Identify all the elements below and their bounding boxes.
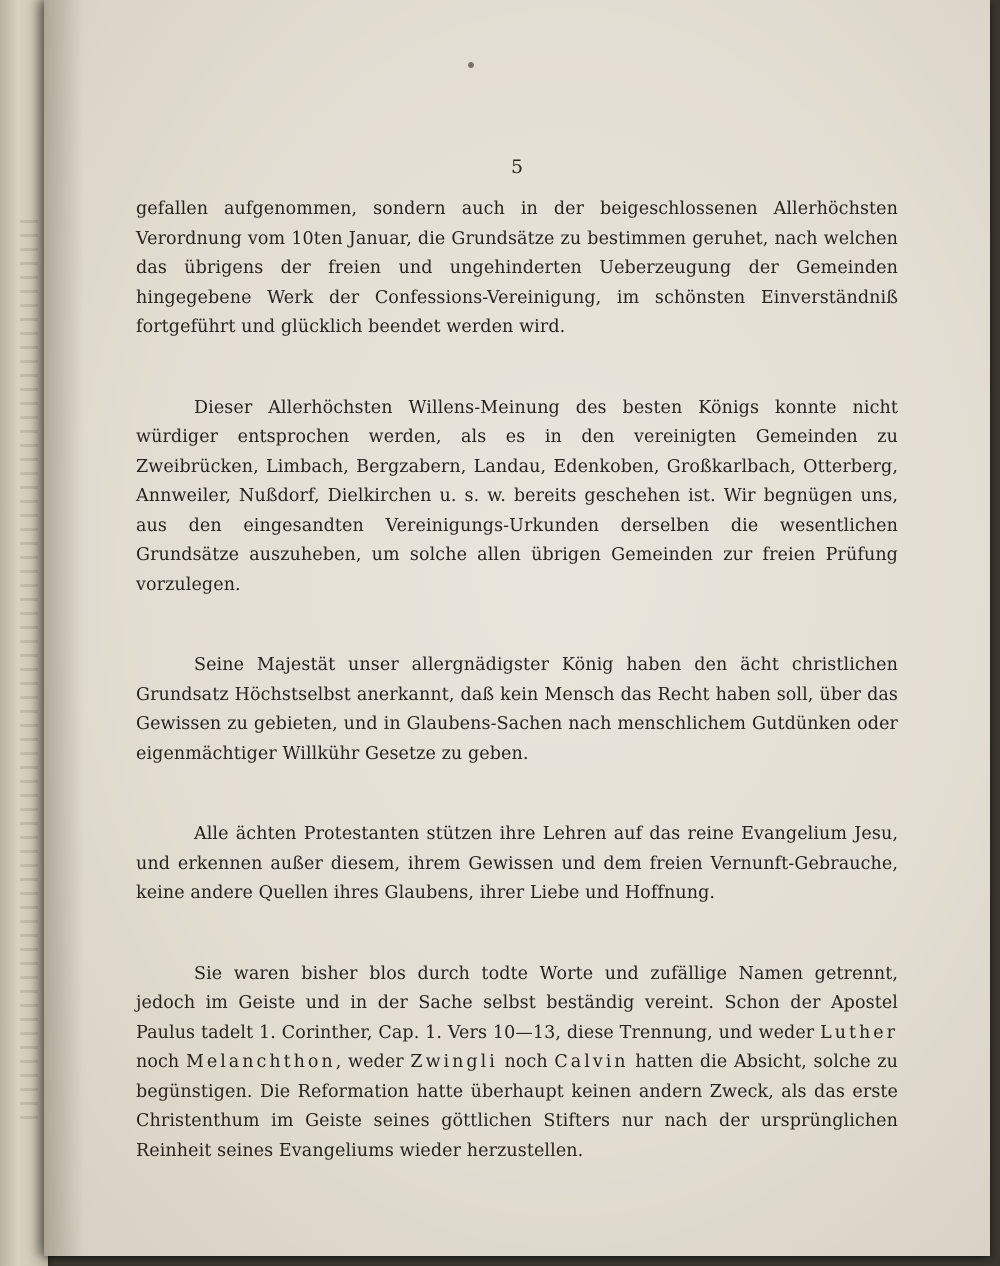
name-zwingli: Zwingli <box>410 1052 498 1072</box>
paragraph-5 <box>136 960 898 1167</box>
paragraph-5-part-5: hatten die Absicht, solche zu begünstigen. Die Reformation hatte überhaupt keinen andern Zweck, als das erste Christenthum im Geiste seines göttlichen Stifters nur nach der ursprünglichen Reinheit seines Evangeliums wieder herzustellen. <box>136 1052 898 1161</box>
name-calvin: Calvin <box>554 1052 629 1072</box>
paragraph-4: Alle ächten Protestanten stützen ihre Lehren auf das reine Evangelium Jesu, und erkennen außer diesem, ihrem Gewissen und dem freien Vernunft-Gebrauche, keine andere Quellen ihres Glaubens, ihrer Liebe und Hoffnung. <box>136 824 898 903</box>
previous-page-edge <box>0 0 48 1266</box>
paragraph-2: Dieser Allerhöchsten Willens-Meinung des besten Königs konnte nicht würdiger entsprochen werden, als es in den vereinigten Gemeinden zu Zweibrücken, Limbach, Bergzabern, Landau, Edenkoben, Großkarlbach, Otterberg, Annweiler, Nußdorf, Dielkirchen u. s. w. bereits geschehen ist. Wir begnügen uns, aus den eingesandten Vereinigungs-Urkunden derselben die wesentlichen Grundsätze auszuheben, um solche allen übrigen Gemeinden zur freien Prüfung vorzulegen. <box>136 397 898 595</box>
paragraph-5-part-1: Sie waren bisher blos durch todte Worte und zufällige Namen getrennt, jedoch im Geiste und in der Sache selbst beständig vereint. Schon der Apostel Paulus tadelt 1. Corinther, Cap. 1. Vers 10—13, diese Trennung, und weder <box>136 963 898 1043</box>
name-melanchthon: Melanchthon <box>185 1052 336 1072</box>
page-number: 5 <box>510 156 524 178</box>
document-page <box>44 0 990 1256</box>
body-text <box>136 195 898 1166</box>
paragraph-5-part-2: noch <box>136 1052 186 1072</box>
paragraph-5-part-4: noch <box>497 1052 555 1072</box>
paragraph-3: Seine Majestät unser allergnädigster König haben den ächt christlichen Grundsatz Höchstselbst anerkannt, daß kein Mensch das Recht haben soll, über das Gewissen zu gebieten, und in Glaubens-Sachen nach menschlichem Gutdünken oder eigenmächtiger Willkühr Gesetze zu geben. <box>136 655 898 764</box>
paragraph-5-part-3: , weder <box>335 1052 411 1072</box>
paragraph-1: gefallen aufgenommen, sondern auch in der beigeschlossenen Allerhöchsten Verordnung vom 10ten Januar, die Grundsätze zu bestimmen geruhet, nach welchen das übrigens der freien und ungehinderten Ueberzeugung der Gemeinden hingegebene Werk der Confessions-Vereinigung, im schönsten Einverständniß fortgeführt und glücklich beendet werden wird. <box>136 199 898 337</box>
ink-spot <box>468 62 474 68</box>
name-luther: Luther <box>820 1022 898 1043</box>
